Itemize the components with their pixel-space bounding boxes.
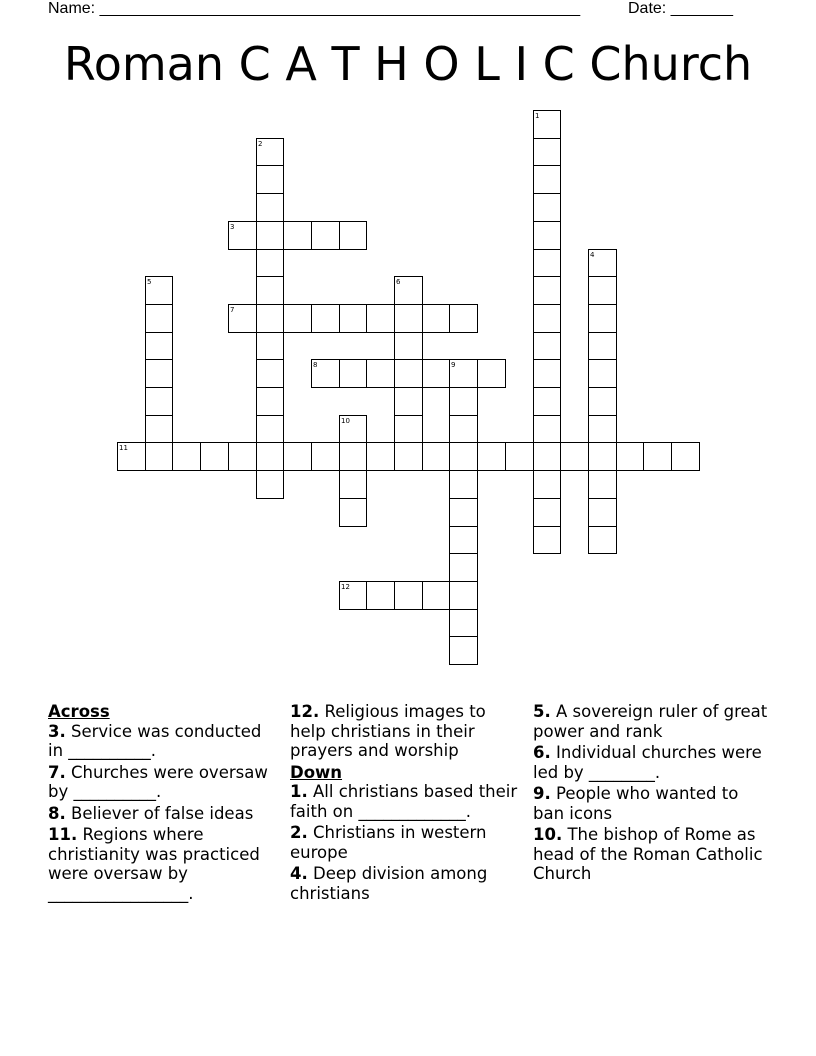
- grid-cell[interactable]: [588, 387, 617, 416]
- grid-cell[interactable]: [256, 359, 284, 388]
- grid-cell[interactable]: [366, 359, 395, 388]
- grid-cell[interactable]: [533, 332, 561, 360]
- grid-cell[interactable]: [394, 442, 423, 471]
- clue-across-8: 8. Believer of false ideas: [48, 803, 254, 823]
- grid-cell[interactable]: [671, 442, 700, 471]
- grid-cell[interactable]: [145, 387, 173, 416]
- clue-number-label: 4: [590, 251, 595, 259]
- grid-cell[interactable]: [533, 526, 561, 554]
- grid-cell[interactable]: [449, 636, 478, 665]
- grid-cell[interactable]: [256, 221, 284, 250]
- clue-number-label: 12: [341, 583, 350, 591]
- grid-cell[interactable]: [449, 470, 478, 499]
- grid-cell[interactable]: [339, 304, 367, 333]
- grid-cell[interactable]: [533, 249, 561, 277]
- grid-cell[interactable]: [394, 387, 423, 416]
- clue-number-label: 3: [230, 223, 235, 231]
- down-heading: Down: [290, 762, 343, 782]
- grid-cell[interactable]: [616, 442, 644, 471]
- clue-number-label: 10: [341, 417, 350, 425]
- grid-cell[interactable]: [588, 526, 617, 554]
- grid-cell[interactable]: [311, 221, 340, 250]
- grid-cell[interactable]: [394, 359, 423, 388]
- name-line: ______________________________________________________: [99, 0, 581, 17]
- grid-cell[interactable]: [311, 442, 340, 471]
- clues-column-3: [533, 702, 773, 886]
- grid-cell[interactable]: [449, 609, 478, 637]
- grid-cell[interactable]: [145, 332, 173, 360]
- grid-cell[interactable]: [228, 442, 257, 471]
- clue-down-10: 10. The bishop of Rome as head of the Roman Catholic Church: [533, 825, 763, 883]
- clue-number-label: 6: [396, 278, 401, 286]
- clues-column-2: [290, 702, 522, 905]
- clue-across-12: 12. Religious images to help christians in their prayers and worship: [290, 702, 486, 760]
- grid-cell[interactable]: [588, 304, 617, 333]
- name-label: Name:: [48, 0, 100, 17]
- grid-cell[interactable]: [172, 442, 201, 471]
- grid-cell[interactable]: [256, 193, 284, 222]
- grid-cell[interactable]: [533, 165, 561, 194]
- grid-cell[interactable]: [449, 442, 478, 471]
- grid-cell[interactable]: [505, 442, 534, 471]
- clue-down-2: 2. Christians in western europe: [290, 823, 487, 862]
- grid-cell[interactable]: [449, 526, 478, 554]
- grid-cell[interactable]: [366, 304, 395, 333]
- grid-cell[interactable]: [394, 304, 423, 333]
- grid-cell[interactable]: [533, 221, 561, 250]
- grid-cell[interactable]: [394, 415, 423, 443]
- grid-cell[interactable]: [145, 304, 173, 333]
- clue-number-label: 8: [313, 361, 318, 369]
- date-label: Date:: [628, 0, 671, 17]
- clue-number-label: 1: [535, 112, 540, 120]
- grid-cell[interactable]: [477, 359, 506, 388]
- clue-number-label: 9: [451, 361, 456, 369]
- grid-cell[interactable]: [339, 498, 367, 527]
- grid-cell[interactable]: [533, 415, 561, 443]
- grid-cell[interactable]: [422, 304, 450, 333]
- grid-cell[interactable]: [477, 442, 506, 471]
- grid-cell[interactable]: [533, 442, 561, 471]
- grid-cell[interactable]: [256, 249, 284, 277]
- clue-down-9: 9. People who wanted to ban icons: [533, 784, 739, 823]
- grid-cell[interactable]: [145, 442, 173, 471]
- grid-cell[interactable]: [533, 387, 561, 416]
- grid-cell[interactable]: [256, 304, 284, 333]
- grid-cell[interactable]: [366, 442, 395, 471]
- date-line: _______: [670, 0, 733, 17]
- grid-cell[interactable]: [533, 138, 561, 166]
- grid-cell[interactable]: [339, 359, 367, 388]
- clue-number-label: 2: [258, 140, 263, 148]
- grid-cell[interactable]: [339, 470, 367, 499]
- grid-cell[interactable]: [588, 470, 617, 499]
- clue-down-6: 6. Individual churches were led by ________.: [533, 743, 762, 782]
- across-heading: Across: [48, 702, 110, 721]
- clues-column-1: [48, 702, 280, 905]
- grid-cell[interactable]: [256, 442, 284, 471]
- grid-cell[interactable]: [449, 581, 478, 610]
- grid-cell[interactable]: [145, 415, 173, 443]
- clue-number-label: 11: [119, 444, 128, 452]
- grid-cell[interactable]: [588, 276, 617, 305]
- grid-cell[interactable]: [283, 304, 312, 333]
- clue-across-3: 3. Service was conducted in __________.: [48, 721, 262, 760]
- clue-across-11: 11. Regions where christianity was practiced were oversaw by _________________.: [48, 825, 260, 903]
- grid-cell[interactable]: [449, 304, 478, 333]
- grid-cell[interactable]: [256, 165, 284, 194]
- grid-cell[interactable]: [256, 415, 284, 443]
- grid-cell[interactable]: [449, 387, 478, 416]
- grid-cell[interactable]: [560, 442, 589, 471]
- grid-cell[interactable]: [283, 442, 312, 471]
- grid-cell[interactable]: [422, 359, 450, 388]
- grid-cell[interactable]: [339, 442, 367, 471]
- grid-cell[interactable]: [449, 498, 478, 527]
- grid-cell[interactable]: [145, 359, 173, 388]
- grid-cell[interactable]: [449, 415, 478, 443]
- clue-number-label: 7: [230, 306, 235, 314]
- grid-cell[interactable]: [283, 221, 312, 250]
- clue-down-5: 5. A sovereign ruler of great power and rank: [533, 702, 768, 741]
- grid-cell[interactable]: [533, 470, 561, 499]
- grid-cell[interactable]: [533, 359, 561, 388]
- grid-cell[interactable]: [256, 387, 284, 416]
- grid-cell[interactable]: [533, 276, 561, 305]
- grid-cell[interactable]: [256, 276, 284, 305]
- clue-down-4: 4. Deep division among christians: [290, 864, 488, 903]
- clue-down-1: 1. All christians based their faith on _____________.: [290, 782, 518, 821]
- grid-cell[interactable]: [256, 470, 284, 499]
- grid-cell[interactable]: [311, 304, 340, 333]
- grid-cell[interactable]: [256, 332, 284, 360]
- clue-number-label: 5: [147, 278, 152, 286]
- grid-cell[interactable]: [588, 359, 617, 388]
- grid-cell[interactable]: [588, 498, 617, 527]
- grid-cell[interactable]: [588, 332, 617, 360]
- grid-cell[interactable]: [366, 581, 395, 610]
- grid-cell[interactable]: [394, 332, 423, 360]
- clue-across-7: 7. Churches were oversaw by __________.: [48, 762, 268, 801]
- grid-cell[interactable]: [533, 193, 561, 222]
- grid-cell[interactable]: [200, 442, 229, 471]
- grid-cell[interactable]: [449, 553, 478, 582]
- grid-cell[interactable]: [394, 581, 423, 610]
- grid-cell[interactable]: [588, 415, 617, 443]
- grid-cell[interactable]: [533, 498, 561, 527]
- grid-cell[interactable]: [533, 304, 561, 333]
- grid-cell[interactable]: [643, 442, 672, 471]
- grid-cell[interactable]: [588, 442, 617, 471]
- grid-cell[interactable]: [422, 581, 450, 610]
- grid-cell[interactable]: [339, 221, 367, 250]
- grid-cell[interactable]: [422, 442, 450, 471]
- page-title: Roman C A T H O L I C Church: [63, 37, 753, 91]
